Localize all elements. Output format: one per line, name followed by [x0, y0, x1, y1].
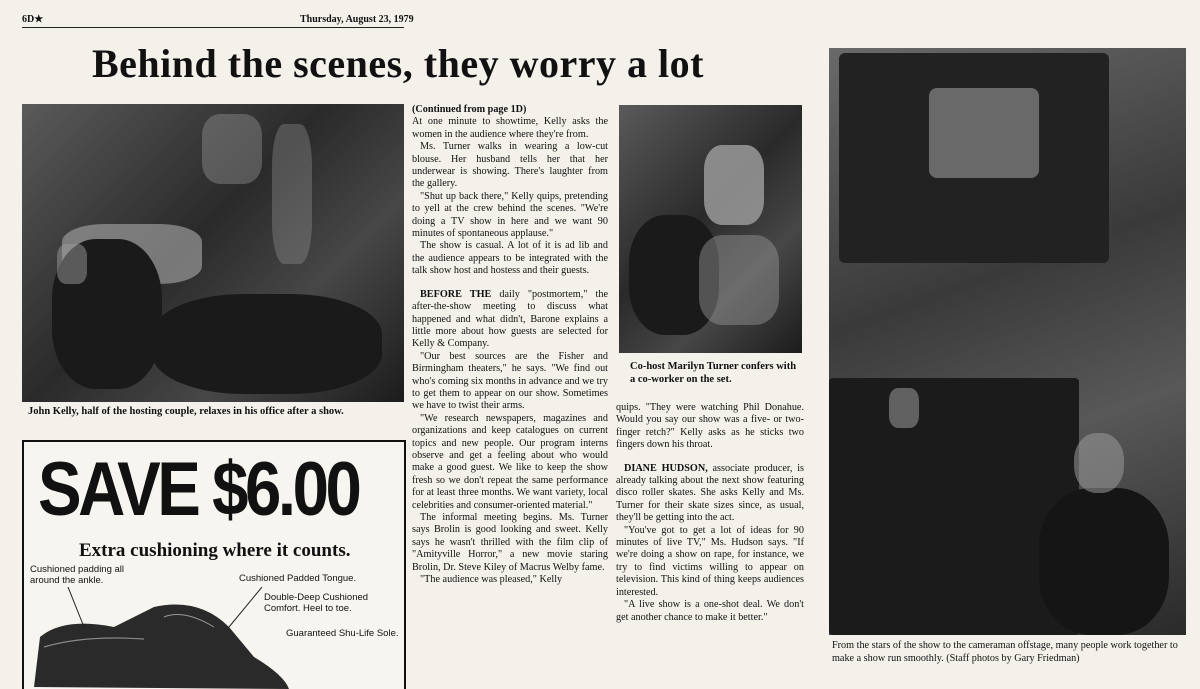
- paragraph: The informal meeting begins. Ms. Turner says Brolin is good looking and sweet. Kelly says he wasn't thrilled with the film clip of "Amityville Horror," a new movie staring Brolin, Dr. Steve Kiley of Macrus Welby fame.: [412, 512, 608, 573]
- shoe-illustration: [24, 587, 324, 689]
- article-column-1: [412, 104, 608, 586]
- shoe-ad: [22, 440, 406, 689]
- ad-note-sole: Guaranteed Shu-Life Sole.: [286, 628, 399, 639]
- ad-note-tongue: Cushioned Padded Tongue.: [239, 573, 357, 584]
- paragraph: "Our best sources are the Fisher and Birmingham theaters," he says. "We find out who's coming six months in advance and we try to get them to appear on our show. Sometimes we have to twist their arms.: [412, 350, 608, 412]
- caption-cameraman: From the stars of the show to the cameraman offstage, many people work together to make a show run smoothly. (Staff photos by Gary Friedman): [832, 640, 1178, 664]
- photo-kelly-office: [22, 104, 404, 402]
- header-rule: [22, 27, 404, 28]
- run-in-head: DIANE HUDSON,: [624, 462, 708, 474]
- page-number: 6D★: [22, 14, 44, 25]
- caption-turner: Co-host Marilyn Turner confers with a co-worker on the set.: [630, 361, 797, 385]
- paragraph: "The audience was pleased," Kelly: [420, 574, 563, 586]
- paragraph: At one minute to showtime, Kelly asks the women in the audience where they're from.: [412, 116, 608, 140]
- paragraph: quips. "They were watching Phil Donahue. Would you say our show was a five- or two-finger retch?" Kelly asks as he sticks two fingers down his throat.: [616, 402, 804, 451]
- paragraph: Ms. Turner walks in wearing a low-cut blouse. Her husband tells her that her underwear is showing. There's laughter from the gallery.: [412, 141, 608, 190]
- continued-note: (Continued from page 1D): [412, 104, 527, 115]
- run-in-head: BEFORE THE: [420, 288, 492, 300]
- ad-note-ankle: Cushioned padding all around the ankle.: [30, 564, 125, 586]
- paragraph: BEFORE THE daily "postmortem," the after-the-show meeting to discuss what happened and what didn't, Barone explains a little more about how guests are selected for Kelly & Company.: [412, 288, 608, 350]
- caption-kelly: John Kelly, half of the hosting couple, relaxes in his office after a show.: [28, 406, 344, 417]
- ad-note-comfort: Double-Deep Cushioned Comfort. Heel to toe.: [264, 592, 369, 614]
- page-date: Thursday, August 23, 1979: [300, 14, 414, 25]
- ad-subhead: Extra cushioning where it counts.: [79, 540, 351, 561]
- paragraph: The show is casual. A lot of it is ad lib and the audience appears to be integrated with the talk show host and hostess and their guests.: [412, 240, 608, 277]
- photo-cameraman: [829, 48, 1186, 635]
- article-column-2: [616, 402, 804, 624]
- paragraph: "A live show is a one-shot deal. We don't get another chance to make it better.": [616, 599, 804, 623]
- photo-marilyn-turner: [619, 105, 802, 353]
- ad-headline: SAVE $6.00: [38, 447, 359, 532]
- paragraph: "You've got to get a lot of ideas for 90 minutes of live TV," Ms. Hudson says. "If we're doing a show on rape, for instance, we try to find victims willing to appear on television. This kind of thing keeps audiences interested.: [616, 524, 804, 598]
- paragraph: DIANE HUDSON, associate producer, is already talking about the next show featuring disco roller skates. She asks Kelly and Ms. Turner for their skate sizes since, as usual, they'll be getting into the act.: [616, 462, 804, 524]
- paragraph: "Shut up back there," Kelly quips, pretending to yell at the crew behind the scenes. "We're doing a TV show in here and we want 90 minutes of spontaneous applause.": [412, 190, 608, 240]
- headline: Behind the scenes, they worry a lot: [92, 41, 704, 86]
- paragraph: "We research newspapers, magazines and organizations and keep catalogues on current topics and new people. Our program interns observe and get a feeling about who would make a good guest. We like to keep the show fresh so we don't repeat the same performance for at least three months. We want variety, local celebrities and consumer-oriented material.": [412, 412, 608, 511]
